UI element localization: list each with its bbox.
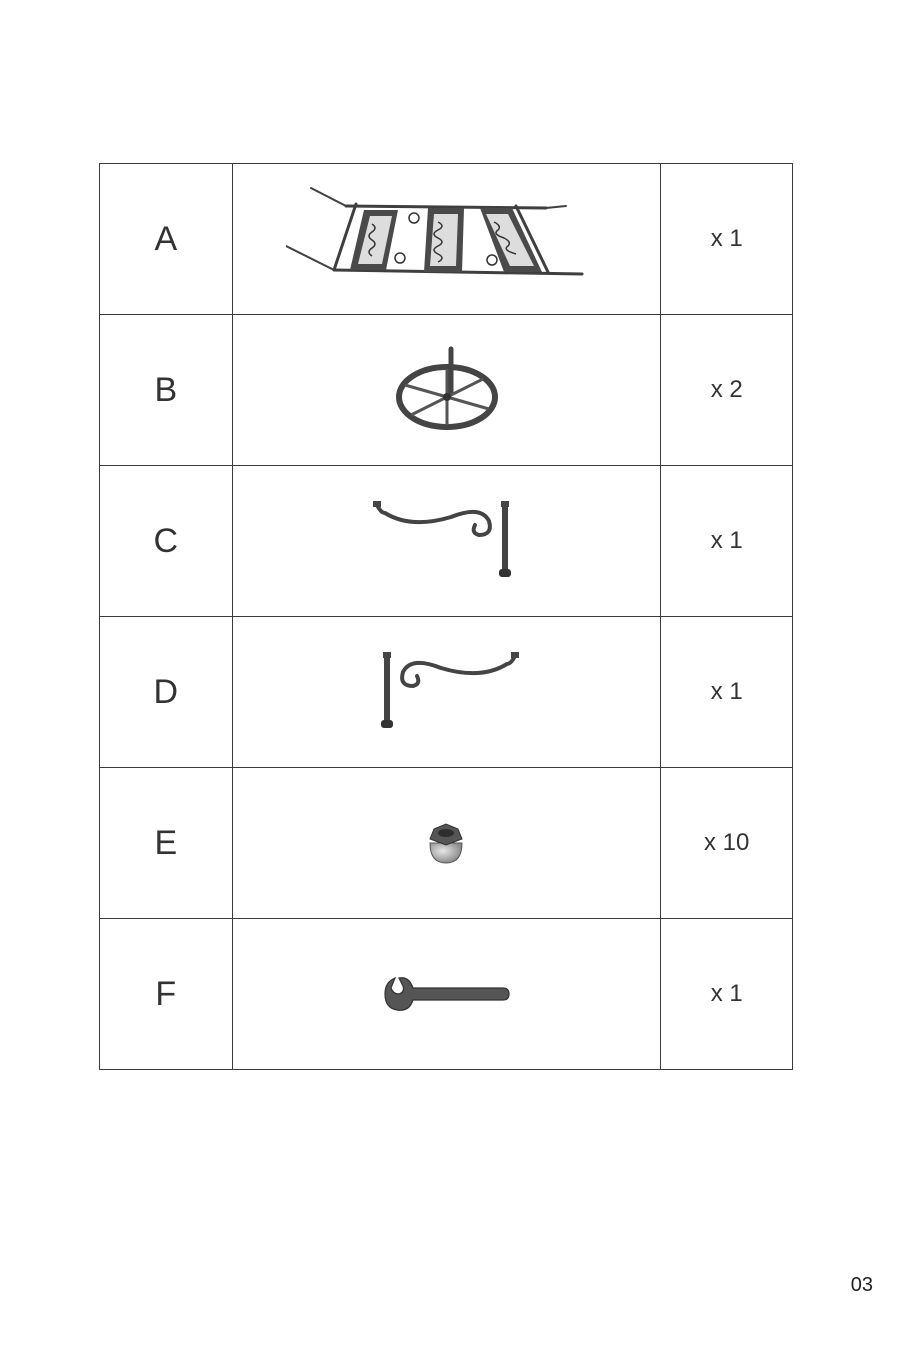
part-qty-cell [661,617,793,768]
table-row [100,768,793,919]
part-letter: D [153,672,179,711]
part-letter: E [154,823,178,862]
part-image-cell [232,768,661,919]
table-row [100,315,793,466]
part-quantity: x 1 [710,225,743,252]
page-number: 03 [850,1274,873,1296]
part-quantity: x 10 [704,829,750,856]
part-letter-cell [100,164,233,315]
parts-list-table [99,163,793,1070]
part-letter: B [154,370,178,409]
part-qty-cell [661,768,793,919]
part-image-cell [232,164,661,315]
part-letter-cell [100,919,233,1070]
table-row [100,164,793,315]
part-letter: C [153,521,179,560]
part-qty-cell [661,164,793,315]
part-image-cell [232,466,661,617]
part-letter-cell [100,768,233,919]
table-row [100,617,793,768]
part-letter: A [154,219,178,258]
part-qty-cell [661,315,793,466]
part-letter: F [155,974,177,1013]
part-image-cell [232,315,661,466]
part-qty-cell [661,919,793,1070]
part-quantity: x 1 [710,678,743,705]
part-letter-cell [100,315,233,466]
part-qty-cell [661,466,793,617]
wheel-icon [391,345,501,435]
table-row [100,919,793,1070]
cap-nut-icon [424,821,468,865]
scroll-handle-right-icon [371,499,521,583]
part-quantity: x 1 [710,527,743,554]
part-letter-cell [100,617,233,768]
wrench-icon [381,970,511,1018]
part-image-cell [232,919,661,1070]
part-image-cell [232,617,661,768]
table-row [100,466,793,617]
part-quantity: x 2 [710,376,743,403]
part-letter-cell [100,466,233,617]
part-quantity: x 1 [710,980,743,1007]
bench-seat-frame-icon [286,184,606,294]
scroll-handle-left-icon [371,650,521,734]
